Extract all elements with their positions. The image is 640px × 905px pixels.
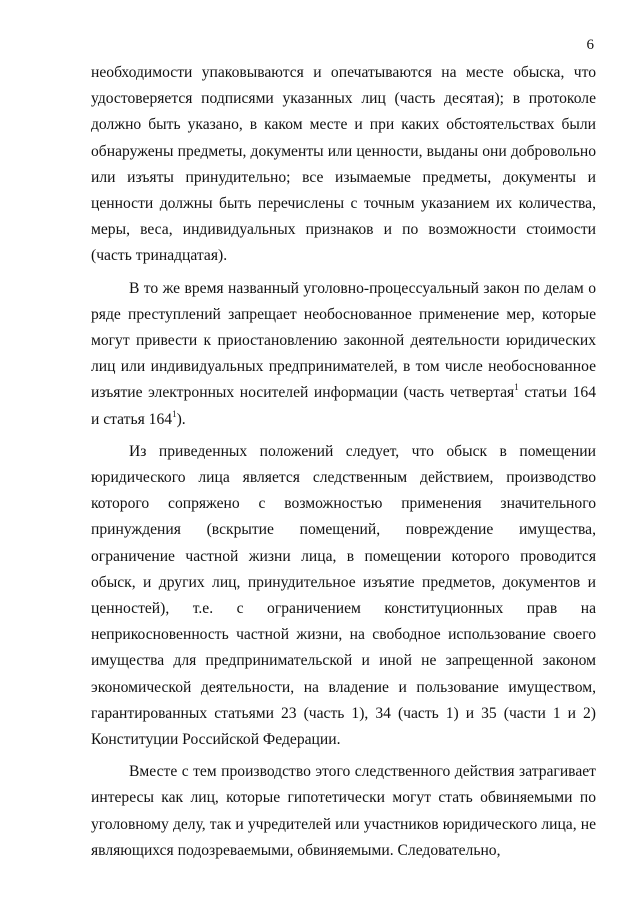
paragraph-2-text-middle: статьи 164 и статья 164 [91, 384, 597, 428]
paragraph-2-text-after: ). [176, 410, 186, 428]
superscript-2: 1 [172, 408, 177, 419]
paragraph-1: необходимости упаковываются и опечатываются на месте обыска, что удостоверяется подписями указанных лиц (часть десятая); в протоколе должно быть указано, в каком месте и при каких обстоятельствах были обнаружены предметы, документы или ценности, выданы они добровольно или изъяты принудительно; все изымаемые предметы, документы и ценности должны быть перечислены с точным указанием их количества, меры, веса, индивидуальных признаков и по возможности стоимости (часть тринадцатая). [91, 64, 596, 265]
paragraph-3: Из приведенных положений следует, что обыск в помещении юридического лица является следственным действием, производство которого сопряжено с возможностью применения значительного принуждения (вскрытие помещений, повреждение имущества, ограничение частной жизни лица, в помещении которого проводится обыск, и других лиц, принудительное изъятие предметов, документов и ценностей), т.е. с ограничением конституционных прав на неприкосновенность частной жизни, на свободное использование своего имущества для предпринимательской и иной не запрещенной законом экономической деятельности, на владение и пользование имуществом, гарантированных статьями 23 (часть 1), 34 (часть 1) и 35 (части 1 и 2) Конституции Российской Федерации. [91, 442, 596, 749]
paragraph-2 [91, 276, 596, 433]
paragraph-2-text-before: В то же время названный уголовно-процессуальный закон по делам о ряде преступлений запрещает необоснованное применение мер, которые могут привести к приостановлению законной деятельности юридических лиц или индивидуальных предпринимателей, в том числе необоснованное изъятие электронных носителей информации (часть четвертая [91, 279, 596, 402]
document-body [91, 60, 596, 870]
paragraph-4: Вместе с тем производство этого следственного действия затрагивает интересы как лиц, которые гипотетически могут стать обвиняемыми по уголовному делу, так и учредителей или участников юридического лица, не являющихся подозреваемыми, обвиняемыми. Следовательно, [91, 763, 596, 859]
page-number: 6 [586, 37, 594, 53]
superscript-1: 1 [514, 382, 519, 393]
